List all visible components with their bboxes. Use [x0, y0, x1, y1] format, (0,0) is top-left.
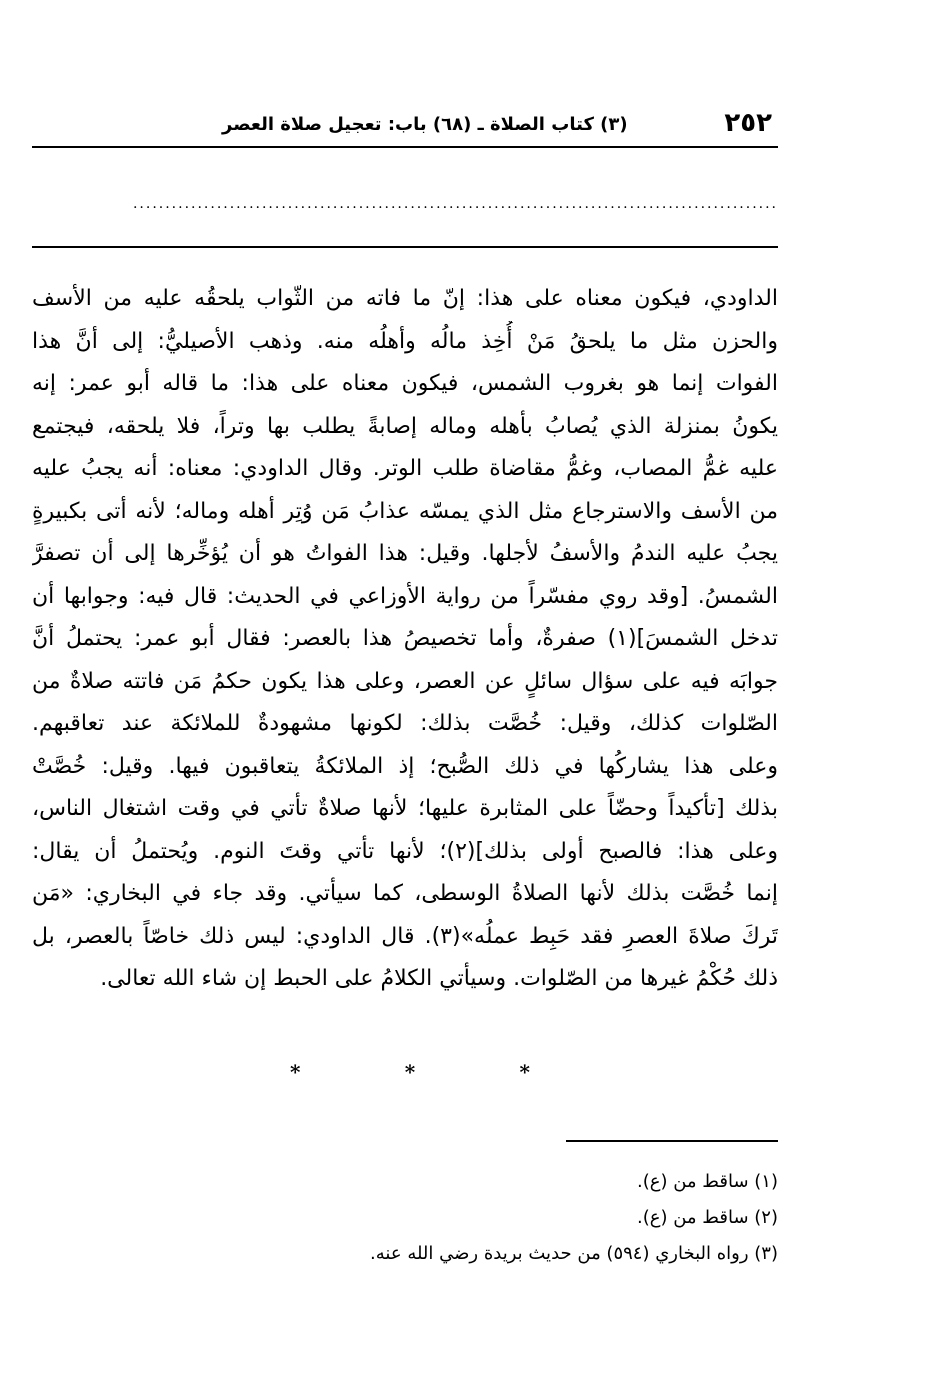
body-line: الشمسُ. [وقد روي مفسّراً من رواية الأوزاعي في الحديث: قال فيه: وجوابها أن [32, 583, 778, 609]
body-line: يجبُ عليه الندمُ والأسفُ لأجلها. وقيل: هذا الفواتُ هو أن يُؤخِّرها إلى أن تصفرَّ [32, 541, 778, 566]
star-icon: * [519, 1060, 530, 1084]
body-line: والحزن مثل ما يلحقُ مَنْ أُخِذ مالُه وأهلُه منه. وذهب الأصيليُّ: إلى أنَّ هذا [32, 328, 778, 354]
body-line: عليه غمُّ المصاب، وغمُّ مقاضاة طلب الوتر. وقال الداودي: معناه: أنه يجبُ عليه [32, 456, 778, 481]
body-line: جوابَه فيه على سؤال سائلٍ عن العصر، وعلى هذا يكون حكمُ مَن فاتته صلاةٌ من [32, 668, 778, 694]
body-line: تَركَ صلاةَ العصرِ فقد حَبِط عملُه»(٣). قال الداودي: ليس ذلك خاصّاً بالعصر، بل [32, 923, 778, 949]
star-icon: * [404, 1060, 416, 1084]
body-line: من الأسف والاسترجاع مثل الذي يمسّه عذابُ مَن وُتِر أهله وماله؛ لأنه أتى بكبيرةٍ [32, 498, 778, 524]
header-rule [32, 146, 778, 148]
section-rule [32, 246, 778, 248]
body-line: الصّلوات كذلك، وقيل: خُصَّت بذلك: لكونها مشهودةٌ للملائكة عند تعاقبهم. [32, 711, 778, 736]
footnotes [32, 1164, 778, 1272]
omission-dots: .................................................................................................... [132, 196, 778, 212]
body-line: يكونُ بمنزلة الذي يُصابُ بأهله وماله إصابةً يطلب بها وتراً، فلا يلحقه، فيجتمع [32, 413, 778, 439]
body-line: بذلك [تأكيداً وحضّاً على المثابرة عليها؛ لأنها صلاةٌ تأتي في وقت اشتغال الناس، [32, 796, 778, 821]
footnote-rule [566, 1140, 778, 1142]
page-header [32, 108, 778, 148]
footnote: (٢) ساقط من (ع). [637, 1207, 778, 1228]
section-divider-stars [290, 1060, 530, 1084]
footnote: (٣) رواه البخاري (٥٩٤) من حديث بريدة رضي الله عنه. [370, 1243, 778, 1264]
body-line: ذلك حُكْمُ غيرها من الصّلوات. وسيأتي الكلامُ على الحبط إن شاء الله تعالى. [100, 966, 778, 991]
body-line: وعلى هذا: فالصبح أولى بذلك](٢)؛ لأنها تأتي وقتَ النوم. ويُحتملُ أن يقال: [32, 838, 778, 864]
body-line: إنما خُصَّت بذلك لأنها الصلاةُ الوسطى، كما سيأتي. وقد جاء في البخاري: «مَن [32, 881, 778, 906]
body-line: الداودي، فيكون معناه على هذا: إنّ ما فاته من الثّواب يلحقُه عليه من الأسف [32, 286, 778, 311]
star-icon: * [290, 1060, 301, 1084]
running-title: (٣) كتاب الصلاة ـ (٦٨) باب: تعجيل صلاة العصر [222, 114, 628, 135]
body-line: تدخل الشمسَ](١) صفرةٌ، وأما تخصيصُ هذا بالعصر: فقال أبو عمر: يحتملُ أنَّ [32, 626, 778, 651]
body-text [32, 278, 778, 1001]
body-line: الفوات إنما هو بغروب الشمس، فيكون معناه على هذا: ما قاله أبو عمر: إنه [32, 371, 778, 396]
footnote: (١) ساقط من (ع). [637, 1171, 778, 1192]
page-number: ٢٥٢ [724, 108, 772, 138]
body-line: وعلى هذا يشاركُها في ذلك الصُّبح؛ إذ الملائكةُ يتعاقبون فيها. وقيل: خُصَّتْ [32, 753, 778, 779]
